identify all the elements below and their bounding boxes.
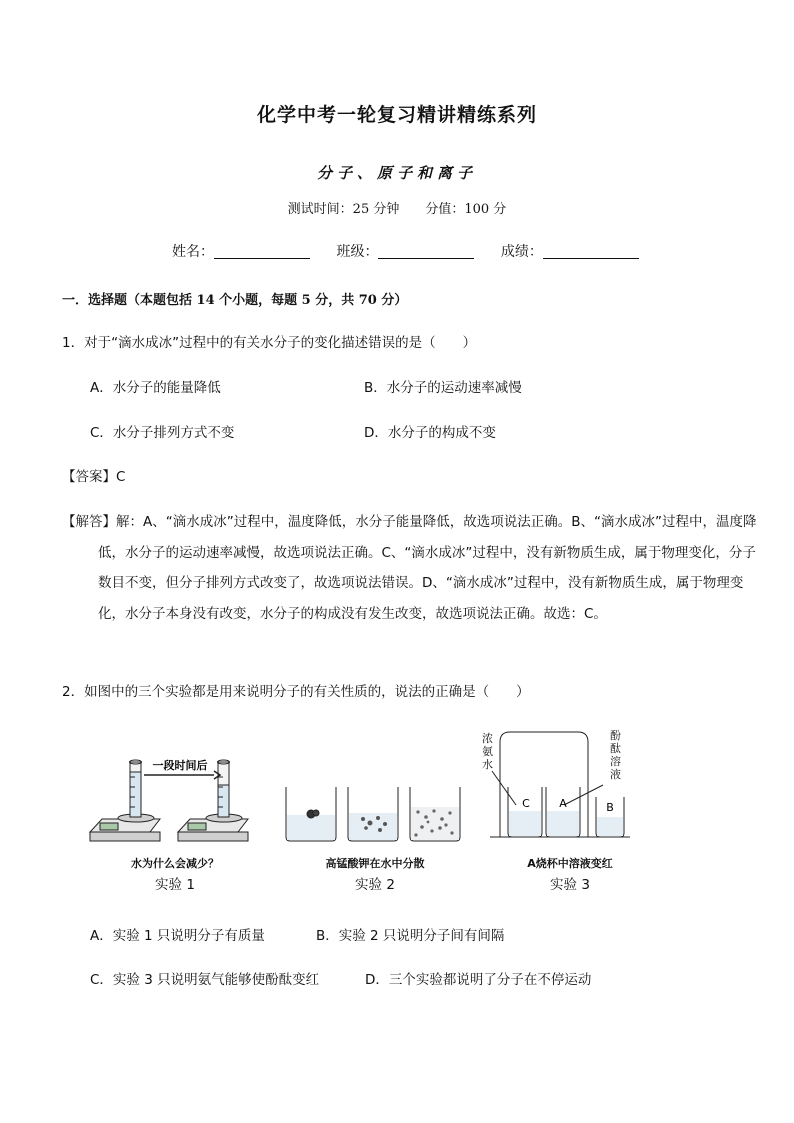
exp3-label: 实验 3	[550, 877, 590, 893]
exp3-drawing	[490, 732, 630, 837]
q2-option-d: D．三个实验都说明了分子在不停运动	[365, 972, 592, 988]
exp1-note: 一段时间后	[152, 759, 208, 772]
question-2-stem: 2．如图中的三个实验都是用来说明分子的有关性质的，说法的正确是（ ）	[62, 684, 530, 700]
name-label: 姓名：	[172, 244, 214, 260]
exp3-caption: A烧杯中溶液变红	[527, 857, 613, 870]
name-blank[interactable]	[214, 243, 310, 259]
q2-option-a: A．实验 1 只说明分子有质量	[90, 928, 265, 944]
q2-option-b: B．实验 2 只说明分子间有间隔	[316, 928, 505, 944]
question-1-stem: 1．对于“滴水成冰”过程中的有关水分子的变化描述错误的是（ ）	[62, 335, 477, 351]
test-score: 分值：100 分	[425, 202, 507, 217]
beaker-b-label: B	[606, 801, 614, 814]
exp2-caption: 高锰酸钾在水中分散	[325, 857, 425, 870]
grade-label: 成绩：	[500, 244, 543, 260]
grade-blank[interactable]	[543, 243, 639, 259]
beaker-a-label: A	[559, 797, 567, 810]
q2-option-c: C．实验 3 只说明氨气能够使酚酞变红	[90, 972, 320, 988]
experiments-illustration	[80, 727, 740, 897]
q1-option-d: D．水分子的构成不变	[364, 425, 496, 441]
exp2-label: 实验 2	[355, 877, 395, 893]
q2-figure	[80, 727, 740, 897]
q1-option-a: A．水分子的能量降低	[90, 380, 221, 396]
page-subtitle: 分子、原子和离子	[316, 164, 477, 182]
section-heading: 一．选择题（本题包括 14 个小题，每题 5 分，共 70 分）	[62, 293, 408, 308]
exp1-label: 实验 1	[155, 877, 195, 893]
beaker-c-label: C	[522, 797, 530, 810]
phenolphthalein-label: 酚酞溶液	[610, 729, 621, 781]
class-label: 班级：	[336, 244, 379, 260]
grade-field[interactable]	[501, 241, 639, 261]
q1-option-c: C．水分子排列方式不变	[90, 425, 235, 441]
name-field[interactable]	[172, 241, 310, 261]
ammonia-label: 浓氨水	[482, 732, 493, 771]
test-time: 测试时间：25 分钟	[287, 202, 400, 217]
q1-answer: 【答案】C	[62, 469, 126, 485]
class-blank[interactable]	[378, 243, 474, 259]
test-meta	[0, 198, 794, 217]
page-title: 化学中考一轮复习精讲精练系列	[256, 104, 537, 126]
q1-explanation: 【解答】解：A、“滴水成冰”过程中，温度降低，水分子能量降低，故选项说法正确。B、“滴水成冰”过程中，温度降低，水分子的运动速率减慢，故选项说法正确。C、“滴水成冰”过程中，没有新物质生成，属于物理变化，分子数目不变，但分子排列方式改变了，故选项说法错误。D、“滴水成冰”过程中，没有新物质生成，属于物理变化，水分子本身没有改变，水分子的构成没有发生改变，故选项说法正确。故选：C。	[62, 514, 757, 622]
exp1-drawing	[90, 760, 248, 841]
exp2-drawing	[286, 787, 460, 841]
student-info	[172, 241, 661, 261]
q1-option-b: B．水分子的运动速率减慢	[364, 380, 522, 396]
exp1-caption: 水为什么会减少？	[131, 857, 219, 870]
class-field[interactable]	[336, 241, 474, 261]
